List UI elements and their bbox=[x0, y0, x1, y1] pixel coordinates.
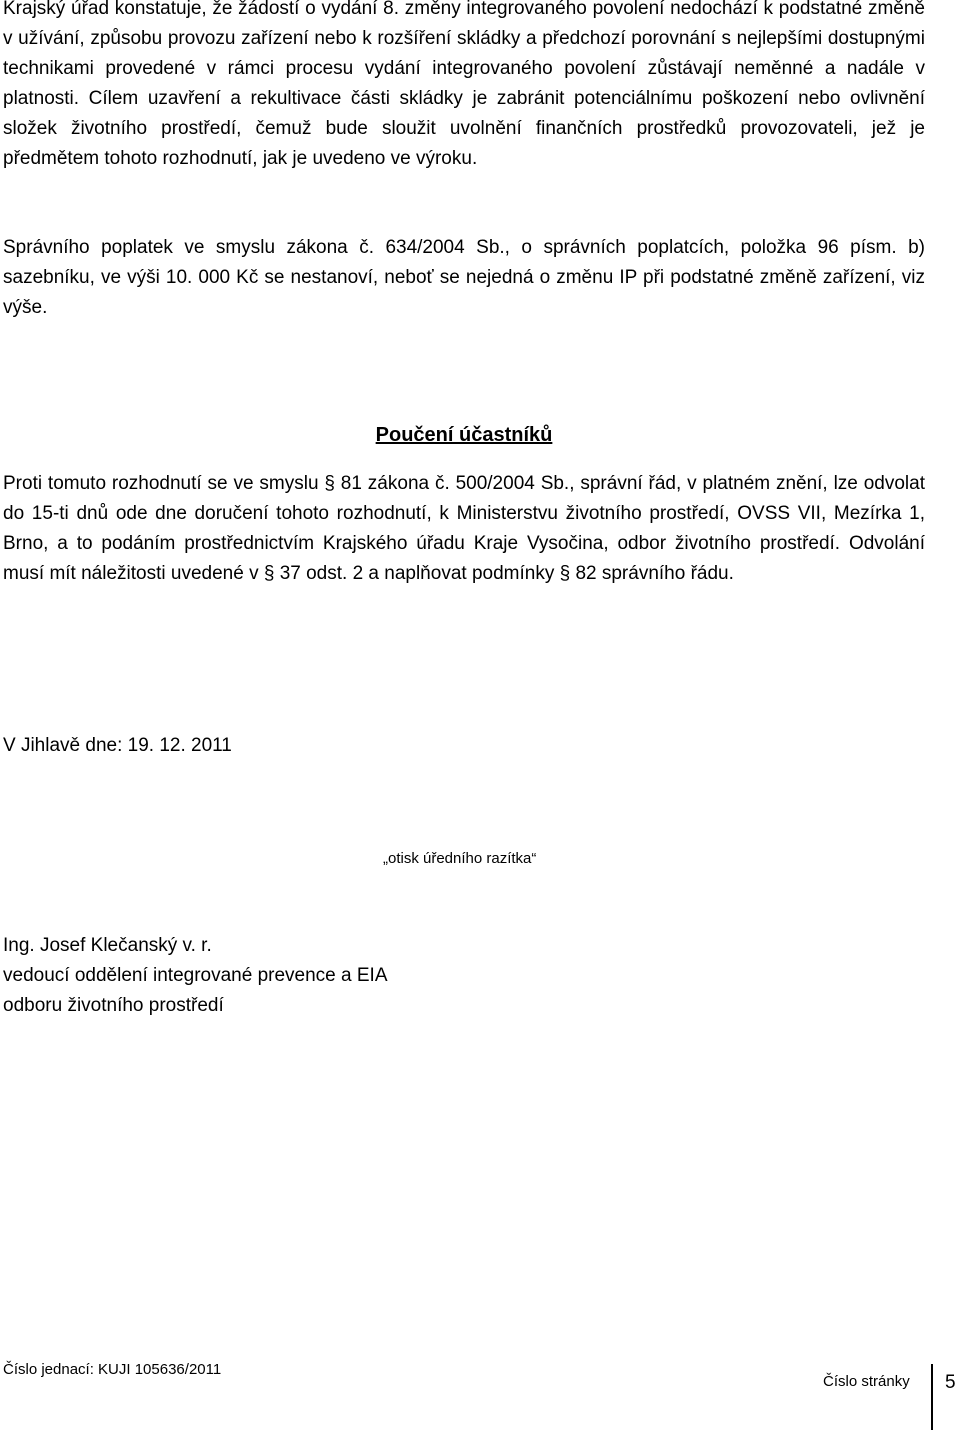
paragraph-fee: Správního poplatek ve smyslu zákona č. 634/2004 Sb., o správních poplatcích, položka 96 písm. b) sazebníku, ve výši 10. 000 Kč se nestanoví, neboť se nejedná o změnu IP při podstatné změně zařízení, viz výše. bbox=[3, 237, 925, 318]
stamp-placeholder: „otisk úředního razítka“ bbox=[383, 850, 537, 867]
signature-block bbox=[3, 931, 388, 1021]
footer-reference-number: Číslo jednací: KUJI 105636/2011 bbox=[3, 1361, 222, 1378]
section-heading: Poučení účastníků bbox=[375, 424, 553, 446]
footer-page-number: 5 bbox=[945, 1372, 956, 1393]
paragraph-conclusion: Krajský úřad konstatuje, že žádostí o vydání 8. změny integrovaného povolení nedochází k podstatné změně v užívání, způsobu provozu zařízení nebo k rozšíření skládky a předchozí porovnání s nejlepšími dostupnými technikami provedené v rámci procesu vydání integrovaného povolení zůstávají neměnné a nadále v platnosti. Cílem uzavření a rekultivace části skládky je zabránit potenciálnímu poškození nebo ovlivnění složek životního prostředí, čemuž bude sloužit uvolnění finančních prostředků provozovateli, jež je předmětem tohoto rozhodnutí, jak je uvedeno ve výroku. bbox=[3, 0, 925, 169]
signatory-department: odboru životního prostředí bbox=[3, 995, 224, 1016]
footer-page-label: Číslo stránky bbox=[823, 1373, 910, 1390]
signatory-name: Ing. Josef Klečanský v. r. bbox=[3, 935, 212, 956]
place-and-date: V Jihlavě dne: 19. 12. 2011 bbox=[3, 735, 232, 756]
signatory-role: vedoucí oddělení integrované prevence a EIA bbox=[3, 965, 388, 986]
paragraph-appeal-instructions: Proti tomuto rozhodnutí se ve smyslu § 81 zákona č. 500/2004 Sb., správní řád, v platném znění, lze odvolat do 15-ti dnů ode dne doručení tohoto rozhodnutí, k Ministerstvu životního prostředí, OVSS VII, Mezírka 1, Brno, a to podáním prostřednictvím Krajského úřadu Kraje Vysočina, odbor životního prostředí. Odvolání musí mít náležitosti uvedené v § 37 odst. 2 a naplňovat podmínky § 82 správního řádu. bbox=[3, 473, 925, 584]
footer-divider bbox=[931, 1364, 933, 1430]
